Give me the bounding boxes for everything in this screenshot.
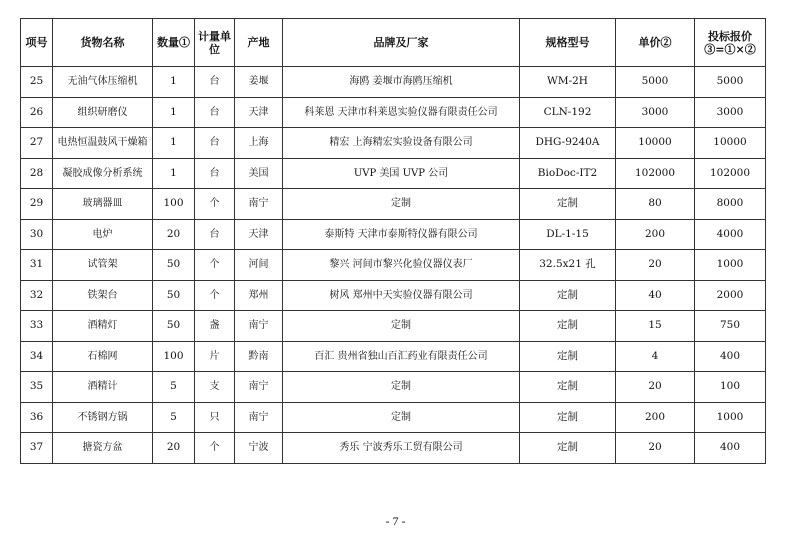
cell-total: 4000 (695, 219, 766, 250)
cell-origin: 南宁 (235, 402, 283, 433)
cell-qty: 100 (153, 341, 195, 372)
cell-brand: 泰斯特 天津市泰斯特仪器有限公司 (283, 219, 520, 250)
cell-unit: 支 (195, 372, 235, 403)
cell-model: WM-2H (520, 67, 616, 98)
cell-item-no: 26 (21, 97, 53, 128)
cell-price: 15 (616, 311, 695, 342)
cell-qty: 20 (153, 219, 195, 250)
cell-name: 酒精计 (53, 372, 153, 403)
cell-origin: 上海 (235, 128, 283, 159)
cell-price: 20 (616, 250, 695, 281)
cell-item-no: 33 (21, 311, 53, 342)
cell-brand: 黎兴 河间市黎兴化验仪器仪表厂 (283, 250, 520, 281)
cell-total: 3000 (695, 97, 766, 128)
cell-item-no: 37 (21, 433, 53, 464)
cell-unit: 盏 (195, 311, 235, 342)
cell-name: 酒精灯 (53, 311, 153, 342)
header-model: 规格型号 (520, 19, 616, 67)
cell-origin: 郑州 (235, 280, 283, 311)
cell-model: BioDoc-IT2 (520, 158, 616, 189)
cell-total: 5000 (695, 67, 766, 98)
cell-name: 组织研磨仪 (53, 97, 153, 128)
cell-name: 铁架台 (53, 280, 153, 311)
cell-qty: 1 (153, 158, 195, 189)
cell-model: 32.5x21 孔 (520, 250, 616, 281)
cell-name: 石棉网 (53, 341, 153, 372)
cell-unit: 台 (195, 158, 235, 189)
cell-price: 20 (616, 433, 695, 464)
table-row (21, 128, 766, 159)
table-row (21, 280, 766, 311)
cell-origin: 南宁 (235, 189, 283, 220)
header-qty: 数量① (153, 19, 195, 67)
cell-model: 定制 (520, 402, 616, 433)
cell-name: 凝胶成像分析系统 (53, 158, 153, 189)
cell-model: 定制 (520, 189, 616, 220)
cell-brand: 海鸥 姜堰市海鸥压缩机 (283, 67, 520, 98)
cell-item-no: 32 (21, 280, 53, 311)
cell-origin: 南宁 (235, 372, 283, 403)
cell-unit: 台 (195, 67, 235, 98)
table-row (21, 341, 766, 372)
cell-total: 1000 (695, 250, 766, 281)
cell-total: 2000 (695, 280, 766, 311)
cell-qty: 100 (153, 189, 195, 220)
cell-origin: 南宁 (235, 311, 283, 342)
table-row (21, 97, 766, 128)
header-name: 货物名称 (53, 19, 153, 67)
header-price: 单价② (616, 19, 695, 67)
cell-unit: 台 (195, 219, 235, 250)
cell-brand: 定制 (283, 402, 520, 433)
cell-name: 无油气体压缩机 (53, 67, 153, 98)
cell-qty: 20 (153, 433, 195, 464)
table-row (21, 311, 766, 342)
cell-unit: 片 (195, 341, 235, 372)
cell-name: 试管架 (53, 250, 153, 281)
cell-price: 3000 (616, 97, 695, 128)
cell-unit: 个 (195, 280, 235, 311)
cell-model: DL-1-15 (520, 219, 616, 250)
cell-item-no: 30 (21, 219, 53, 250)
cell-origin: 姜堰 (235, 67, 283, 98)
cell-total: 8000 (695, 189, 766, 220)
header-total: 投标报价③=①×② (695, 19, 766, 67)
cell-unit: 个 (195, 433, 235, 464)
cell-brand: 秀乐 宁波秀乐工贸有限公司 (283, 433, 520, 464)
cell-model: 定制 (520, 341, 616, 372)
cell-brand: 定制 (283, 372, 520, 403)
cell-unit: 台 (195, 128, 235, 159)
cell-name: 电热恒温鼓风干燥箱 (53, 128, 153, 159)
cell-origin: 天津 (235, 97, 283, 128)
cell-brand: UVP 美国 UVP 公司 (283, 158, 520, 189)
table-row (21, 158, 766, 189)
cell-item-no: 27 (21, 128, 53, 159)
cell-item-no: 28 (21, 158, 53, 189)
cell-total: 100 (695, 372, 766, 403)
cell-qty: 50 (153, 250, 195, 281)
cell-price: 200 (616, 402, 695, 433)
cell-qty: 1 (153, 67, 195, 98)
table-row (21, 433, 766, 464)
cell-model: DHG-9240A (520, 128, 616, 159)
page-number: - 7 - (385, 514, 406, 528)
cell-item-no: 34 (21, 341, 53, 372)
cell-price: 200 (616, 219, 695, 250)
header-origin: 产地 (235, 19, 283, 67)
cell-origin: 天津 (235, 219, 283, 250)
cell-origin: 河间 (235, 250, 283, 281)
cell-total: 1000 (695, 402, 766, 433)
header-unit: 计量单位 (195, 19, 235, 67)
cell-model: 定制 (520, 372, 616, 403)
cell-unit: 台 (195, 97, 235, 128)
procurement-table (20, 18, 766, 464)
cell-model: 定制 (520, 280, 616, 311)
cell-price: 5000 (616, 67, 695, 98)
cell-price: 4 (616, 341, 695, 372)
cell-origin: 宁波 (235, 433, 283, 464)
cell-name: 玻璃器皿 (53, 189, 153, 220)
cell-total: 750 (695, 311, 766, 342)
cell-unit: 个 (195, 189, 235, 220)
cell-brand: 科莱恩 天津市科莱恩实验仪器有限责任公司 (283, 97, 520, 128)
cell-total: 10000 (695, 128, 766, 159)
table-row (21, 67, 766, 98)
cell-brand: 精宏 上海精宏实验设备有限公司 (283, 128, 520, 159)
cell-qty: 50 (153, 311, 195, 342)
cell-name: 不锈钢方锅 (53, 402, 153, 433)
cell-total: 400 (695, 433, 766, 464)
cell-model: CLN-192 (520, 97, 616, 128)
cell-qty: 1 (153, 97, 195, 128)
cell-price: 40 (616, 280, 695, 311)
cell-model: 定制 (520, 311, 616, 342)
cell-qty: 50 (153, 280, 195, 311)
cell-price: 102000 (616, 158, 695, 189)
table-row (21, 219, 766, 250)
cell-item-no: 25 (21, 67, 53, 98)
cell-qty: 5 (153, 402, 195, 433)
cell-qty: 5 (153, 372, 195, 403)
cell-origin: 黔南 (235, 341, 283, 372)
cell-name: 电炉 (53, 219, 153, 250)
cell-brand: 百汇 贵州省独山百汇药业有限责任公司 (283, 341, 520, 372)
header-row (21, 19, 766, 67)
cell-qty: 1 (153, 128, 195, 159)
cell-unit: 个 (195, 250, 235, 281)
cell-brand: 定制 (283, 311, 520, 342)
table-row (21, 250, 766, 281)
table-row (21, 402, 766, 433)
cell-price: 10000 (616, 128, 695, 159)
cell-model: 定制 (520, 433, 616, 464)
cell-item-no: 35 (21, 372, 53, 403)
header-brand: 品牌及厂家 (283, 19, 520, 67)
cell-price: 20 (616, 372, 695, 403)
cell-brand: 树风 郑州中天实验仪器有限公司 (283, 280, 520, 311)
table-row (21, 372, 766, 403)
cell-total: 102000 (695, 158, 766, 189)
cell-total: 400 (695, 341, 766, 372)
cell-item-no: 36 (21, 402, 53, 433)
cell-origin: 美国 (235, 158, 283, 189)
cell-unit: 只 (195, 402, 235, 433)
cell-item-no: 31 (21, 250, 53, 281)
cell-price: 80 (616, 189, 695, 220)
table-row (21, 189, 766, 220)
header-item-no: 项号 (21, 19, 53, 67)
cell-item-no: 29 (21, 189, 53, 220)
cell-name: 搪瓷方盆 (53, 433, 153, 464)
cell-brand: 定制 (283, 189, 520, 220)
